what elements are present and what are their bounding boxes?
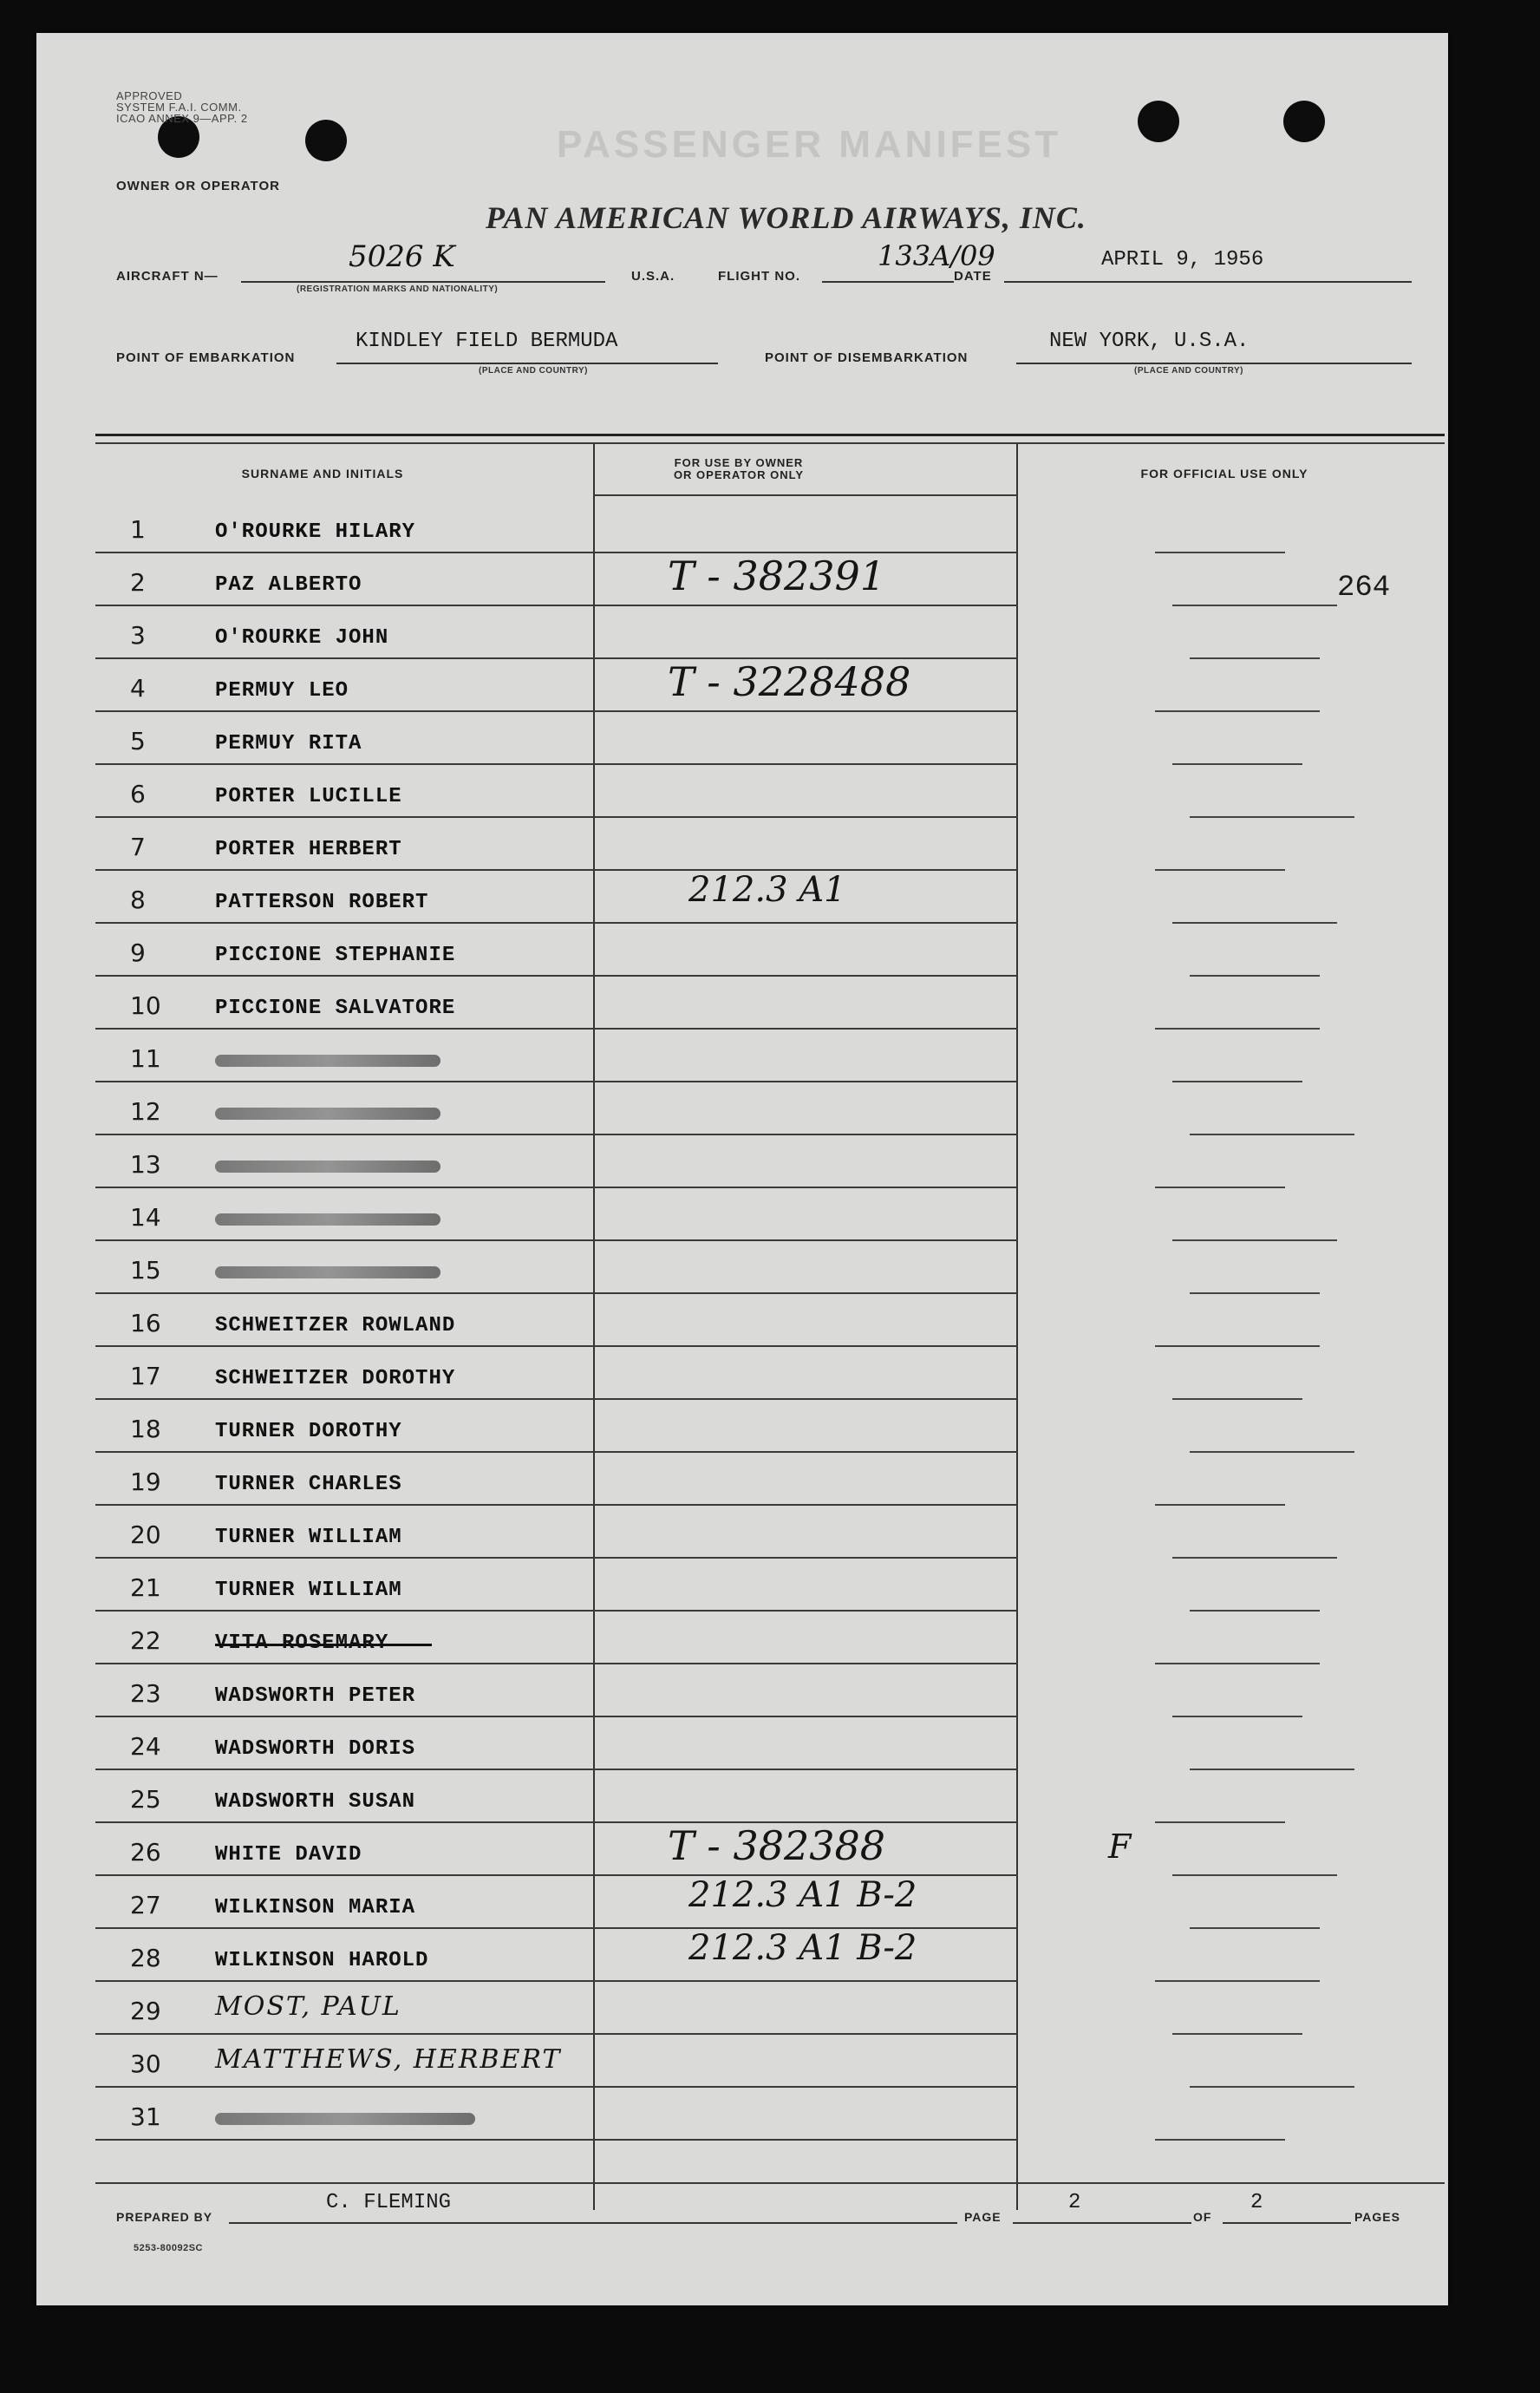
passenger-name: WADSWORTH PETER [215, 1684, 416, 1708]
passenger-name: O'ROURKE HILARY [215, 520, 416, 544]
row-number: 4 [130, 674, 146, 703]
row-number: 30 [130, 2050, 161, 2078]
approval-stamp [116, 90, 248, 124]
row-number: 22 [130, 1626, 161, 1655]
row-number: 14 [130, 1203, 161, 1232]
passenger-name: PERMUY LEO [215, 679, 349, 703]
operator-entry: 212.3 A1 B-2 [688, 1928, 917, 1968]
row-number: 7 [130, 833, 146, 861]
redaction-scribble [215, 1161, 440, 1173]
passenger-name: O'ROURKE JOHN [215, 626, 389, 650]
row-number: 20 [130, 1520, 161, 1549]
row-number: 6 [130, 780, 146, 808]
row-number: 11 [130, 1044, 161, 1073]
operator-entry: T - 382391 [668, 552, 886, 599]
passenger-name: MATTHEWS, HERBERT [215, 2044, 562, 2075]
row-number: 31 [130, 2102, 161, 2131]
approval-line: SYSTEM F.A.I. COMM. [116, 101, 242, 114]
official-entry: F [1108, 1827, 1132, 1866]
page-value: 2 [1068, 2191, 1081, 2214]
passenger-name: PERMUY RITA [215, 732, 362, 755]
prepared-value: C. FLEMING [326, 2191, 452, 2214]
redaction-scribble [215, 1213, 440, 1226]
row-number: 28 [130, 1944, 161, 1972]
disembark-value: NEW YORK, U.S.A. [1049, 330, 1250, 353]
passenger-name: WILKINSON HAROLD [215, 1949, 429, 1972]
prepared-label: PREPARED BY [116, 2210, 213, 2224]
of-value: 2 [1250, 2191, 1263, 2214]
passenger-name: WADSWORTH DORIS [215, 1737, 416, 1761]
of-label: OF [1193, 2210, 1212, 2224]
redaction-scribble [215, 2113, 475, 2125]
row-number: 18 [130, 1415, 161, 1443]
page-label: PAGE [964, 2210, 1002, 2224]
disembark-label: POINT OF DISEMBARKATION [765, 350, 969, 365]
passenger-name: TURNER CHARLES [215, 1473, 402, 1496]
operator-entry: T - 382388 [668, 1822, 886, 1869]
row-number: 23 [130, 1679, 161, 1708]
passenger-name: PORTER LUCILLE [215, 785, 402, 808]
passenger-name: WILKINSON MARIA [215, 1896, 416, 1919]
row-number: 13 [130, 1150, 161, 1179]
embark-caption: (PLACE AND COUNTRY) [479, 366, 588, 376]
operator-entry: 212.3 A1 [688, 870, 846, 910]
row-number: 21 [130, 1573, 161, 1602]
passenger-name: WADSWORTH SUSAN [215, 1790, 416, 1814]
passenger-name: TURNER WILLIAM [215, 1579, 402, 1602]
row-number: 27 [130, 1891, 161, 1919]
pages-label: PAGES [1354, 2210, 1400, 2224]
passenger-name: PORTER HERBERT [215, 838, 402, 861]
punch-hole [1283, 101, 1325, 142]
row-number: 16 [130, 1309, 161, 1337]
row-number: 26 [130, 1838, 161, 1867]
row-number: 24 [130, 1732, 161, 1761]
operator-entry: 212.3 A1 B-2 [688, 1875, 917, 1915]
passenger-name: WHITE DAVID [215, 1843, 362, 1867]
aircraft-label: AIRCRAFT N— [116, 269, 219, 284]
row-number: 1 [130, 515, 146, 544]
punch-hole [305, 120, 347, 161]
form-title: PASSENGER MANIFEST [557, 123, 1062, 166]
col-operator-line2: OR OPERATOR ONLY [673, 468, 805, 481]
row-number: 25 [130, 1785, 161, 1814]
aircraft-value: 5026 K [349, 239, 455, 274]
col-official: FOR OFFICIAL USE ONLY [1140, 467, 1308, 481]
manifest-sheet [36, 33, 1448, 2305]
embark-label: POINT OF EMBARKATION [116, 350, 296, 365]
col-surname: SURNAME AND INITIALS [241, 467, 404, 481]
col-operator-line1: FOR USE BY OWNER [674, 456, 804, 469]
form-number: 5253-80092SC [134, 2243, 204, 2253]
punch-hole [1138, 101, 1179, 142]
row-number: 12 [130, 1097, 161, 1126]
date-label: DATE [954, 269, 992, 284]
redaction-scribble [215, 1266, 440, 1278]
registration-caption: (REGISTRATION MARKS AND NATIONALITY) [297, 284, 499, 294]
row-number: 9 [130, 938, 146, 967]
row-number: 2 [130, 568, 146, 597]
redaction-scribble [215, 1108, 440, 1120]
date-value: APRIL 9, 1956 [1101, 248, 1264, 271]
passenger-name: TURNER DOROTHY [215, 1420, 402, 1443]
row-number: 17 [130, 1362, 161, 1390]
passenger-name: TURNER WILLIAM [215, 1526, 402, 1549]
passenger-name: SCHWEITZER ROWLAND [215, 1314, 456, 1337]
owner-label: OWNER OR OPERATOR [116, 179, 280, 193]
row-number: 10 [130, 991, 161, 1020]
row-number: 8 [130, 886, 146, 914]
passenger-name: PICCIONE SALVATORE [215, 997, 456, 1020]
flight-value: 133A/09 [878, 239, 995, 272]
airline-name: PAN AMERICAN WORLD AIRWAYS, INC. [486, 200, 1086, 235]
row-number: 15 [130, 1256, 161, 1285]
embark-value: KINDLEY FIELD BERMUDA [356, 330, 618, 353]
passenger-name: SCHWEITZER DOROTHY [215, 1367, 456, 1390]
approval-line: ICAO ANNEX 9—APP. 2 [116, 112, 248, 125]
row-number: 5 [130, 727, 146, 755]
approval-line: APPROVED [116, 89, 183, 102]
passenger-name: PAZ ALBERTO [215, 573, 362, 597]
operator-entry: T - 3228488 [668, 658, 911, 705]
strikethrough [215, 1644, 432, 1646]
passenger-name: PICCIONE STEPHANIE [215, 944, 456, 967]
flight-label: FLIGHT NO. [718, 269, 800, 284]
row-number: 29 [130, 1997, 161, 2025]
redaction-scribble [215, 1055, 440, 1067]
usa-label: U.S.A. [631, 269, 675, 284]
row-number: 3 [130, 621, 146, 650]
passenger-name: PATTERSON ROBERT [215, 891, 429, 914]
official-entry: 264 [1337, 572, 1391, 605]
disembark-caption: (PLACE AND COUNTRY) [1134, 366, 1243, 376]
row-number: 19 [130, 1468, 161, 1496]
passenger-name: MOST, PAUL [215, 1991, 401, 2022]
